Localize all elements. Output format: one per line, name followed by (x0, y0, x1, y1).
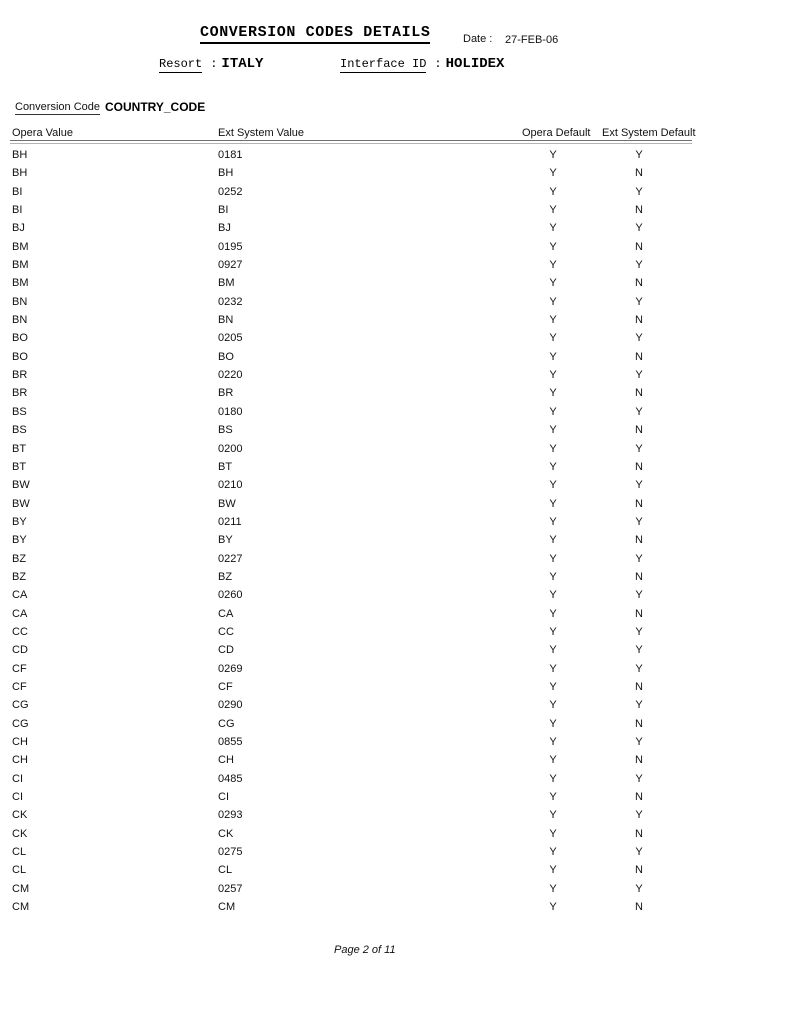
cell-ext-system-default: N (635, 460, 643, 473)
cell-ext-system-value: 0181 (218, 149, 243, 161)
cell-opera-default: Y (549, 460, 557, 473)
cell-opera-default: Y (549, 387, 557, 400)
cell-opera-value: CH (12, 736, 28, 748)
cell-opera-value: CI (12, 772, 23, 785)
table-row (0, 586, 791, 604)
cell-opera-default: Y (549, 277, 557, 290)
cell-opera-value: CC (12, 625, 28, 638)
column-header-ext-system-default: Ext System Default (602, 127, 696, 139)
cell-opera-default: Y (549, 167, 557, 180)
cell-opera-value: BW (12, 479, 30, 492)
cell-opera-value: BT (12, 442, 27, 455)
cell-opera-value: BH (12, 149, 28, 161)
cell-opera-default: Y (549, 607, 557, 620)
cell-ext-system-value: BT (218, 460, 233, 473)
cell-opera-default: Y (549, 295, 557, 308)
table-body (0, 146, 791, 916)
cell-opera-value: CM (12, 901, 30, 914)
table-row (0, 531, 791, 549)
cell-opera-value: BH (12, 167, 28, 180)
resort-line (159, 56, 263, 72)
cell-opera-default: Y (549, 625, 557, 638)
cell-opera-value: CA (12, 589, 28, 602)
table-row (0, 476, 791, 494)
page-number: Page 2 of 11 (334, 944, 396, 956)
cell-opera-value: BJ (12, 222, 25, 235)
cell-opera-value: BN (12, 295, 28, 308)
cell-opera-value: BO (12, 332, 28, 345)
conversion-code-value: COUNTRY_CODE (105, 100, 206, 114)
cell-opera-value: BW (12, 497, 30, 510)
cell-ext-system-value: 0269 (218, 662, 243, 675)
cell-ext-system-default: N (635, 314, 643, 327)
cell-ext-system-value: BZ (218, 570, 233, 583)
cell-ext-system-default: N (635, 901, 643, 914)
cell-ext-system-default: N (635, 534, 643, 547)
table-row (0, 256, 791, 274)
cell-opera-value: CK (12, 809, 28, 822)
cell-opera-default: Y (549, 772, 557, 785)
cell-ext-system-default: Y (635, 625, 643, 638)
cell-opera-default: Y (549, 736, 557, 748)
table-row (0, 495, 791, 513)
cell-opera-default: Y (549, 259, 557, 272)
cell-ext-system-default: Y (635, 479, 643, 492)
cell-ext-system-default: N (635, 570, 643, 583)
cell-ext-system-value: 0205 (218, 332, 243, 345)
cell-opera-value: CD (12, 644, 28, 657)
cell-ext-system-value: BY (218, 534, 233, 547)
cell-ext-system-value: BW (218, 497, 236, 510)
cell-opera-default: Y (549, 185, 557, 198)
cell-ext-system-default: Y (635, 295, 643, 308)
cell-ext-system-value: BR (218, 387, 234, 400)
table-row (0, 715, 791, 733)
cell-opera-default: Y (549, 717, 557, 730)
cell-ext-system-default: Y (635, 515, 643, 528)
table-row (0, 898, 791, 916)
table-row (0, 440, 791, 458)
column-header-opera-default: Opera Default (522, 127, 591, 139)
table-row (0, 770, 791, 788)
resort-value: ITALY (221, 56, 264, 72)
cell-opera-default: Y (549, 442, 557, 455)
cell-opera-default: Y (549, 552, 557, 565)
interface-id-value: HOLIDEX (445, 56, 505, 72)
cell-opera-default: Y (549, 846, 557, 859)
table-row (0, 513, 791, 531)
cell-opera-default: Y (549, 809, 557, 822)
cell-ext-system-value: 0220 (218, 369, 243, 382)
cell-ext-system-value: 0260 (218, 589, 243, 602)
cell-opera-default: Y (549, 497, 557, 510)
table-row (0, 348, 791, 366)
table-row (0, 861, 791, 879)
cell-opera-default: Y (549, 534, 557, 547)
cell-opera-default: Y (549, 589, 557, 602)
page-title: CONVERSION CODES DETAILS (200, 24, 430, 44)
table-row (0, 733, 791, 751)
cell-opera-default: Y (549, 204, 557, 217)
cell-ext-system-value: 0927 (218, 259, 243, 272)
cell-ext-system-default: N (635, 424, 643, 437)
cell-ext-system-value: 0485 (218, 772, 243, 785)
cell-opera-default: Y (549, 424, 557, 437)
cell-ext-system-default: Y (635, 882, 643, 895)
cell-opera-value: BM (12, 259, 29, 272)
cell-opera-default: Y (549, 901, 557, 914)
column-header-opera-value: Opera Value (12, 127, 73, 139)
cell-ext-system-value: BI (218, 204, 229, 217)
table-row (0, 568, 791, 586)
cell-ext-system-default: Y (635, 736, 643, 748)
table-row (0, 421, 791, 439)
cell-ext-system-value: 0180 (218, 405, 243, 418)
cell-opera-default: Y (549, 332, 557, 345)
table-row (0, 329, 791, 347)
cell-ext-system-value: BM (218, 277, 235, 290)
cell-ext-system-value: CF (218, 680, 233, 693)
date-value: 27-FEB-06 (505, 34, 559, 46)
table-row (0, 751, 791, 769)
cell-opera-default: Y (549, 699, 557, 712)
cell-ext-system-value: 0293 (218, 809, 243, 822)
cell-ext-system-value: CH (218, 754, 234, 767)
cell-ext-system-default: Y (635, 149, 643, 161)
cell-opera-value: BN (12, 314, 28, 327)
date-label: Date : (463, 33, 493, 45)
cell-ext-system-default: Y (635, 259, 643, 272)
cell-ext-system-default: N (635, 497, 643, 510)
resort-label: Resort (159, 57, 203, 71)
table-row (0, 605, 791, 623)
table-row (0, 366, 791, 384)
cell-ext-system-value: BN (218, 314, 234, 327)
cell-opera-value: CH (12, 754, 28, 767)
cell-ext-system-value: 0232 (218, 295, 243, 308)
cell-ext-system-value: 0195 (218, 240, 243, 253)
cell-ext-system-default: Y (635, 699, 643, 712)
conversion-code-label: Conversion Code (15, 101, 100, 113)
cell-opera-default: Y (549, 149, 557, 161)
interface-line (340, 56, 504, 72)
table-header (0, 127, 791, 141)
table-row (0, 660, 791, 678)
cell-ext-system-default: Y (635, 442, 643, 455)
cell-opera-default: Y (549, 240, 557, 253)
cell-ext-system-value: BO (218, 350, 234, 363)
cell-opera-default: Y (549, 350, 557, 363)
cell-ext-system-default: Y (635, 809, 643, 822)
table-row (0, 183, 791, 201)
cell-ext-system-default: N (635, 387, 643, 400)
cell-ext-system-value: CG (218, 717, 235, 730)
cell-ext-system-value: 0290 (218, 699, 243, 712)
table-row (0, 880, 791, 898)
cell-ext-system-default: N (635, 277, 643, 290)
table-row (0, 403, 791, 421)
cell-opera-value: CK (12, 827, 28, 840)
table-row (0, 311, 791, 329)
cell-opera-value: BR (12, 387, 28, 400)
cell-opera-default: Y (549, 882, 557, 895)
interface-colon: : (434, 57, 442, 71)
table-row (0, 274, 791, 292)
table-row (0, 219, 791, 237)
cell-opera-value: BS (12, 424, 27, 437)
cell-ext-system-value: CM (218, 901, 236, 914)
cell-ext-system-default: Y (635, 185, 643, 198)
cell-opera-value: CF (12, 662, 27, 675)
cell-opera-default: Y (549, 479, 557, 492)
table-row (0, 458, 791, 476)
cell-ext-system-value: BH (218, 167, 234, 180)
table-row (0, 238, 791, 256)
cell-opera-value: BY (12, 515, 27, 528)
table-row (0, 696, 791, 714)
cell-ext-system-default: Y (635, 222, 643, 235)
cell-opera-default: Y (549, 662, 557, 675)
cell-ext-system-default: N (635, 167, 643, 180)
cell-ext-system-default: N (635, 791, 643, 804)
table-row (0, 384, 791, 402)
table-row (0, 201, 791, 219)
column-header-ext-system-value: Ext System Value (218, 127, 304, 139)
cell-ext-system-value: CI (218, 791, 229, 804)
cell-opera-value: CF (12, 680, 27, 693)
cell-opera-default: Y (549, 827, 557, 840)
table-row (0, 843, 791, 861)
cell-ext-system-default: N (635, 204, 643, 217)
cell-opera-value: BR (12, 369, 28, 382)
table-row (0, 164, 791, 182)
cell-opera-value: BZ (12, 552, 27, 565)
cell-opera-default: Y (549, 515, 557, 528)
cell-ext-system-value: 0200 (218, 442, 243, 455)
table-row (0, 641, 791, 659)
cell-opera-value: CA (12, 607, 28, 620)
cell-opera-value: CI (12, 791, 23, 804)
table-row (0, 623, 791, 641)
cell-opera-default: Y (549, 791, 557, 804)
interface-id-label: Interface ID (340, 57, 427, 71)
cell-ext-system-value: BS (218, 424, 233, 437)
cell-opera-default: Y (549, 754, 557, 767)
cell-ext-system-default: N (635, 754, 643, 767)
cell-opera-value: BS (12, 405, 27, 418)
cell-ext-system-default: Y (635, 405, 643, 418)
table-row (0, 550, 791, 568)
cell-ext-system-default: Y (635, 846, 643, 859)
cell-opera-value: BT (12, 460, 27, 473)
table-row (0, 806, 791, 824)
cell-opera-default: Y (549, 680, 557, 693)
cell-opera-value: BO (12, 350, 28, 363)
cell-opera-default: Y (549, 570, 557, 583)
cell-ext-system-default: Y (635, 332, 643, 345)
cell-opera-default: Y (549, 314, 557, 327)
table-header-rule (10, 140, 692, 144)
cell-opera-value: BZ (12, 570, 27, 583)
cell-ext-system-value: 0211 (218, 515, 242, 528)
table-row (0, 678, 791, 696)
cell-opera-value: CM (12, 882, 30, 895)
table-row (0, 293, 791, 311)
cell-opera-value: BI (12, 185, 23, 198)
table-row (0, 825, 791, 843)
cell-ext-system-default: N (635, 680, 643, 693)
cell-opera-value: CL (12, 846, 27, 859)
cell-opera-value: CG (12, 699, 29, 712)
cell-ext-system-default: N (635, 350, 643, 363)
table-row (0, 788, 791, 806)
cell-ext-system-default: N (635, 864, 643, 877)
cell-ext-system-value: CK (218, 827, 234, 840)
cell-ext-system-default: N (635, 717, 643, 730)
cell-ext-system-default: Y (635, 662, 643, 675)
cell-ext-system-default: Y (635, 589, 643, 602)
cell-opera-value: CG (12, 717, 29, 730)
cell-opera-default: Y (549, 644, 557, 657)
cell-ext-system-default: N (635, 607, 643, 620)
cell-ext-system-default: Y (635, 369, 643, 382)
cell-ext-system-value: BJ (218, 222, 231, 235)
cell-opera-default: Y (549, 369, 557, 382)
cell-opera-default: Y (549, 864, 557, 877)
cell-opera-value: BI (12, 204, 23, 217)
cell-opera-default: Y (549, 222, 557, 235)
cell-ext-system-value: 0227 (218, 552, 243, 565)
cell-opera-value: BM (12, 240, 29, 253)
cell-opera-value: CL (12, 864, 27, 877)
cell-ext-system-value: CA (218, 607, 234, 620)
cell-ext-system-default: Y (635, 644, 643, 657)
table-row (0, 146, 791, 164)
resort-colon: : (210, 57, 218, 71)
cell-ext-system-value: CC (218, 625, 234, 638)
cell-ext-system-value: 0275 (218, 846, 243, 859)
cell-ext-system-default: Y (635, 772, 643, 785)
cell-ext-system-default: N (635, 240, 643, 253)
cell-ext-system-value: 0252 (218, 185, 243, 198)
cell-ext-system-default: Y (635, 552, 643, 565)
cell-opera-default: Y (549, 405, 557, 418)
cell-ext-system-value: 0210 (218, 479, 243, 492)
cell-ext-system-default: N (635, 827, 643, 840)
cell-opera-value: BY (12, 534, 27, 547)
cell-ext-system-value: CL (218, 864, 233, 877)
cell-ext-system-value: 0257 (218, 882, 243, 895)
cell-ext-system-value: 0855 (218, 736, 243, 748)
cell-opera-value: BM (12, 277, 29, 290)
cell-ext-system-value: CD (218, 644, 234, 657)
